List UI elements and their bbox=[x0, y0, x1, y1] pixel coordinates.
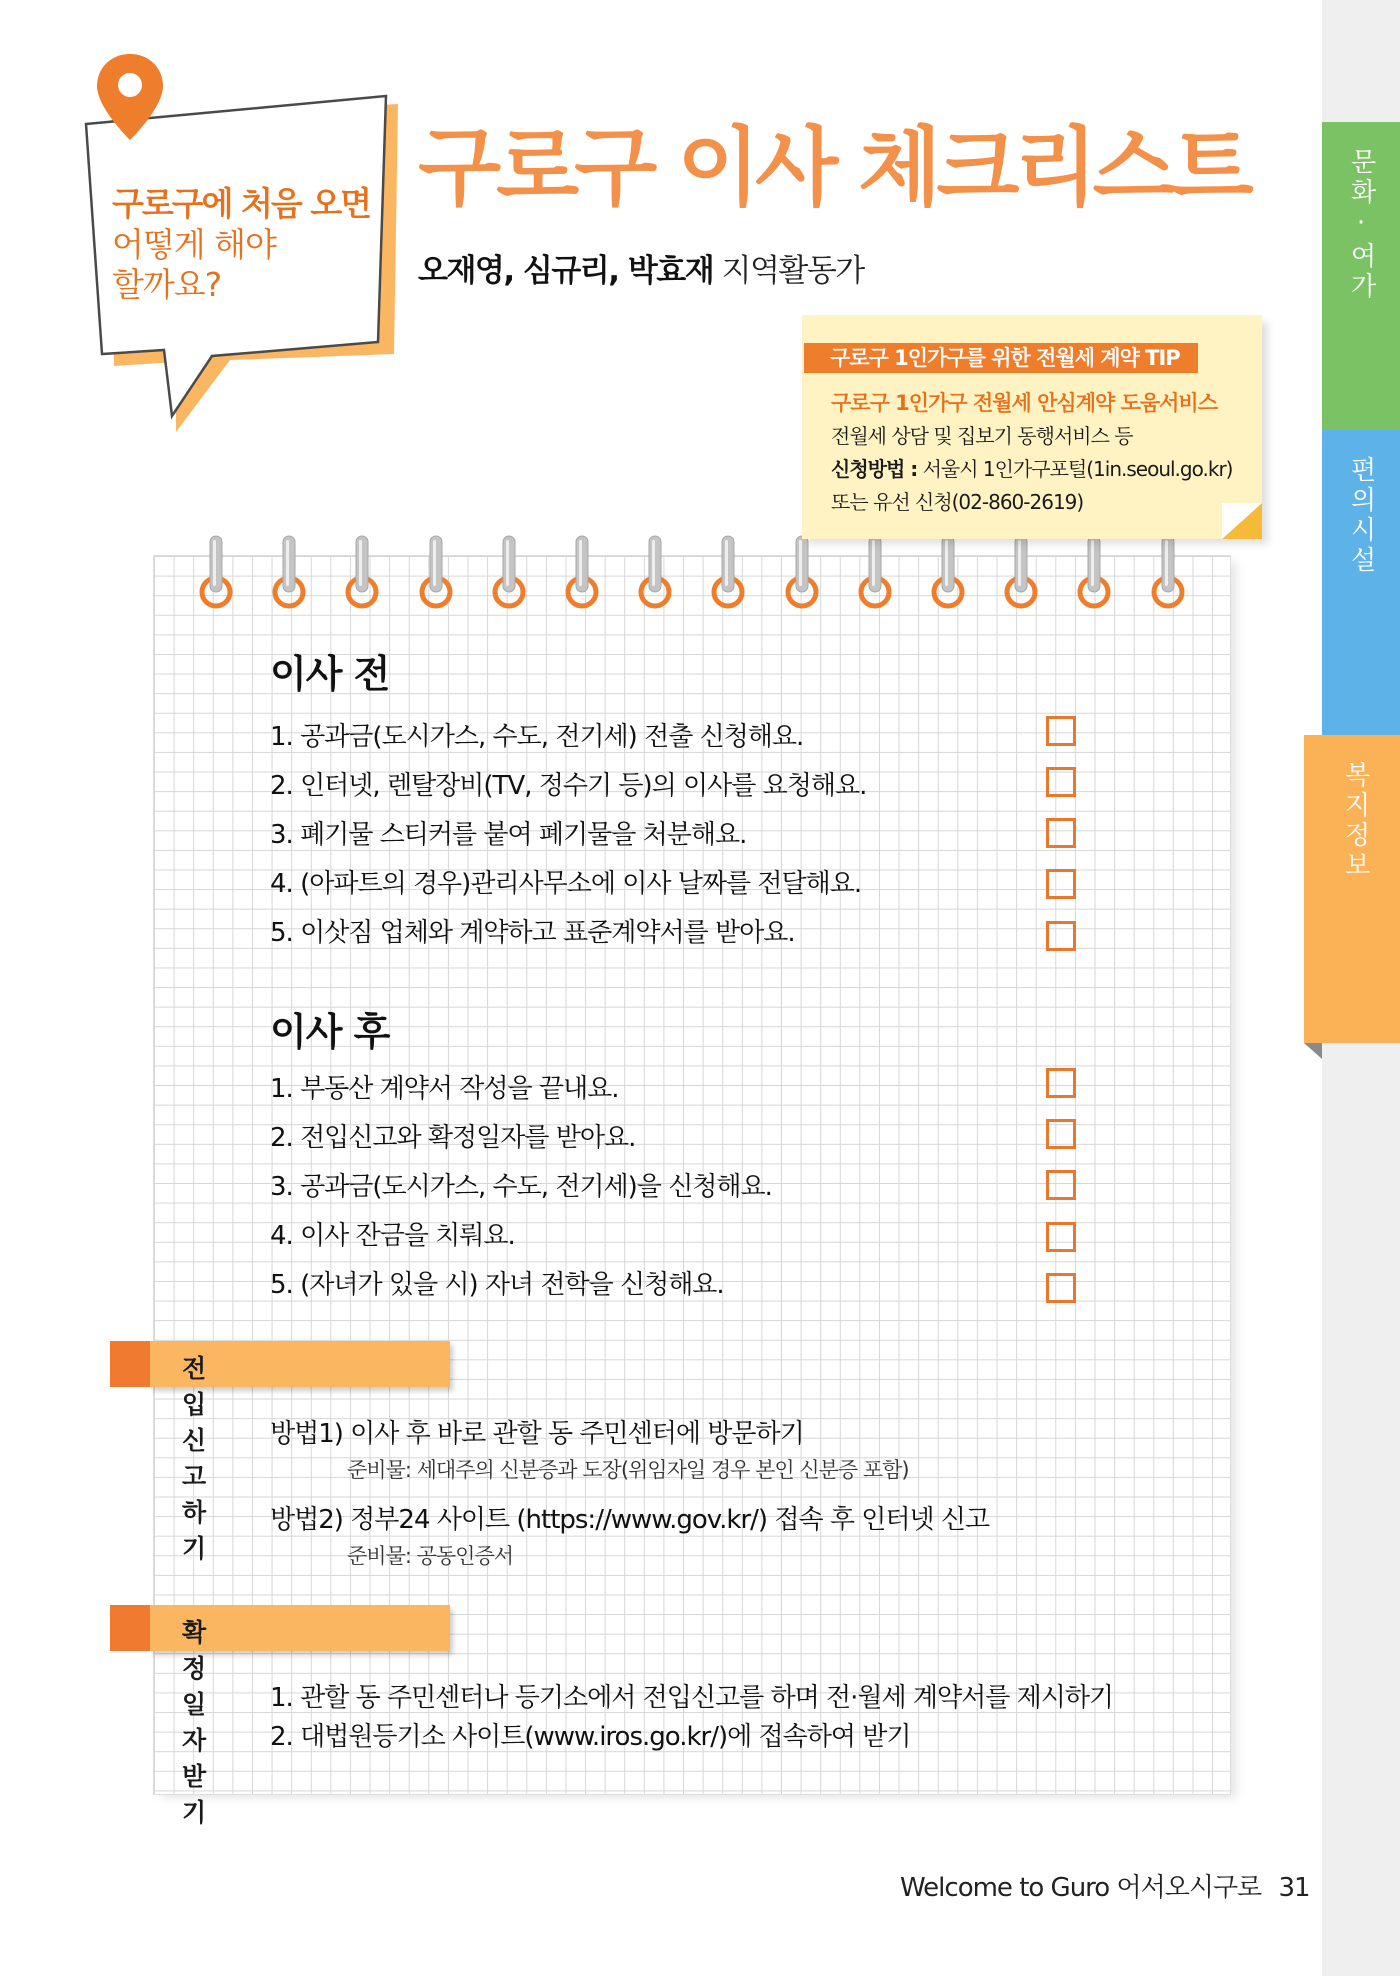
label-bar-accent bbox=[110, 1605, 150, 1651]
tab-culture-leisure[interactable] bbox=[1322, 122, 1400, 430]
before-item-5: 5. 이삿짐 업체와 계약하고 표준계약서를 받아요. bbox=[270, 918, 795, 948]
after-item-2: 2. 전입신고와 확정일자를 받아요. bbox=[270, 1123, 636, 1153]
tip-title: 구로구 1인가구 전월세 안심계약 도움서비스 bbox=[831, 391, 1218, 415]
bubble-line-1: 구로구에 처음 오면 bbox=[112, 184, 371, 223]
before-checkbox-5[interactable] bbox=[1046, 921, 1076, 951]
fixed-date-text: 확정일자 받기 bbox=[182, 1618, 206, 1827]
before-item-1: 1. 공과금(도시가스, 수도, 전기세) 전출 신청해요. bbox=[270, 722, 804, 752]
before-checkbox-2[interactable] bbox=[1046, 767, 1076, 797]
bubble-line-3: 할까요? bbox=[112, 265, 222, 304]
author-role: 지역활동가 bbox=[721, 253, 864, 289]
after-item-5: 5. (자녀가 있을 시) 자녀 전학을 신청해요. bbox=[270, 1270, 724, 1300]
author-names: 오재영, 심규리, 박효재 bbox=[418, 253, 714, 289]
tip-note-fold-cut bbox=[1222, 503, 1262, 539]
page-footer bbox=[900, 1867, 1310, 1904]
tip-apply-label: 신청방법 : bbox=[831, 457, 918, 481]
tip-line-3: 또는 유선 신청(02-860-2619) bbox=[831, 490, 1084, 514]
notebook-ring-icon bbox=[418, 532, 458, 616]
notebook-ring-icon bbox=[1076, 532, 1116, 616]
page-number: 31 bbox=[1278, 1873, 1310, 1903]
location-pin-icon bbox=[94, 52, 166, 142]
move-in-method-2-sub: 준비물: 공동인증서 bbox=[347, 1544, 514, 1568]
after-move-heading: 이사 후 bbox=[270, 1010, 390, 1054]
after-checkbox-3[interactable] bbox=[1046, 1170, 1076, 1200]
tab-fold-decoration bbox=[1304, 1043, 1322, 1059]
after-checkbox-1[interactable] bbox=[1046, 1068, 1076, 1098]
after-item-4: 4. 이사 잔금을 치뤄요. bbox=[270, 1221, 515, 1251]
notebook-ring-icon bbox=[198, 532, 238, 616]
tip-header: 구로구 1인가구를 위한 전월세 계약 TIP bbox=[804, 343, 1198, 373]
notebook-ring-icon bbox=[564, 532, 604, 616]
fixed-date-line-2: 2. 대법원등기소 사이트(www.iros.go.kr/)에 접속하여 받기 bbox=[270, 1722, 911, 1752]
before-item-2: 2. 인터넷, 렌탈장비(TV, 정수기 등)의 이사를 요청해요. bbox=[270, 771, 867, 801]
move-in-method-2: 방법2) 정부24 사이트 (https://www.gov.kr/) 접속 후 인터넷 신고 bbox=[270, 1505, 990, 1535]
after-checkbox-2[interactable] bbox=[1046, 1119, 1076, 1149]
notebook-ring-icon bbox=[344, 532, 384, 616]
after-item-3: 3. 공과금(도시가스, 수도, 전기세)을 신청해요. bbox=[270, 1172, 772, 1202]
notebook-ring-icon bbox=[784, 532, 824, 616]
before-checkbox-3[interactable] bbox=[1046, 818, 1076, 848]
after-item-1: 1. 부동산 계약서 작성을 끝내요. bbox=[270, 1074, 619, 1104]
notebook-ring-icon bbox=[1150, 532, 1190, 616]
notebook-ring-icon bbox=[710, 532, 750, 616]
notebook-ring-icon bbox=[930, 532, 970, 616]
authors bbox=[418, 245, 864, 290]
notebook-ring-icon bbox=[1003, 532, 1043, 616]
move-in-method-1-sub: 준비물: 세대주의 신분증과 도장(위임자일 경우 본인 신분증 포함) bbox=[347, 1458, 909, 1482]
before-item-4: 4. (아파트의 경우)관리사무소에 이사 날짜를 전달해요. bbox=[270, 869, 862, 899]
label-bar-accent bbox=[110, 1341, 150, 1387]
tab-facilities[interactable] bbox=[1322, 430, 1400, 735]
move-in-method-1: 방법1) 이사 후 바로 관할 동 주민센터에 방문하기 bbox=[270, 1419, 804, 1449]
page-title: 구로구 이사 체크리스트 bbox=[418, 118, 1249, 218]
bubble-line-2: 어떻게 해야 bbox=[112, 225, 276, 264]
tab-welfare-label: 복지정보 bbox=[1340, 761, 1370, 881]
notebook-ring-icon bbox=[491, 532, 531, 616]
before-move-heading: 이사 전 bbox=[270, 652, 390, 696]
tab-welfare-info[interactable] bbox=[1304, 735, 1400, 1043]
before-checkbox-1[interactable] bbox=[1046, 716, 1076, 746]
before-checkbox-4[interactable] bbox=[1046, 869, 1076, 899]
fixed-date-line-1: 1. 관할 동 주민센터나 등기소에서 전입신고를 하며 전·월세 계약서를 제시하기 bbox=[270, 1683, 1114, 1713]
tab-facilities-label: 편의시설 bbox=[1346, 456, 1376, 576]
move-in-report-text: 전입신고 하기 bbox=[182, 1354, 206, 1563]
tab-culture-label: 문화·여가 bbox=[1346, 148, 1376, 302]
tip-apply-value: 서울시 1인가구포털(1in.seoul.go.kr) bbox=[922, 457, 1233, 481]
after-checkbox-4[interactable] bbox=[1046, 1222, 1076, 1252]
notebook-ring-icon bbox=[857, 532, 897, 616]
bubble-text bbox=[112, 183, 372, 305]
footer-text: Welcome to Guro 어서오시구로 bbox=[900, 1873, 1262, 1903]
after-checkbox-5[interactable] bbox=[1046, 1273, 1076, 1303]
notebook-ring-icon bbox=[637, 532, 677, 616]
before-item-3: 3. 폐기물 스티커를 붙여 폐기물을 처분해요. bbox=[270, 820, 747, 850]
notebook-ring-icon bbox=[271, 532, 311, 616]
tip-line-1: 전월세 상담 및 집보기 동행서비스 등 bbox=[831, 424, 1133, 448]
tip-apply bbox=[831, 453, 1232, 482]
